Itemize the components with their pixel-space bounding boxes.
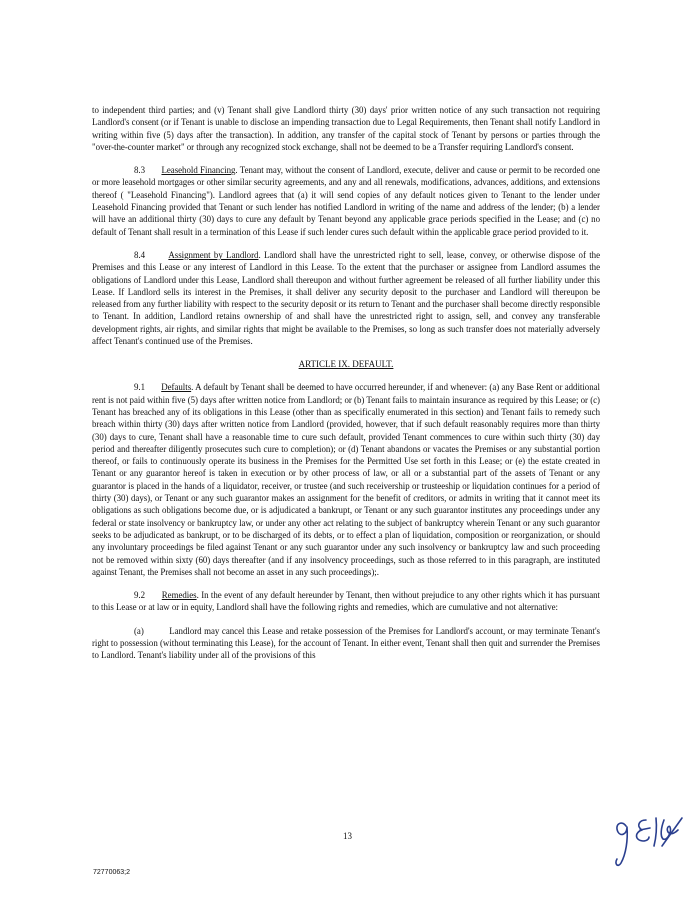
section-9-2 [92, 589, 600, 614]
section-title: Remedies [161, 590, 197, 601]
section-number: 8.4 [134, 249, 146, 260]
section-title: Assignment by Landlord [168, 249, 259, 260]
section-number: 9.2 [134, 590, 146, 601]
page-number: 13 [343, 831, 352, 841]
article-heading-text: ARTICLE IX. DEFAULT. [298, 359, 394, 370]
section-9-1 [92, 381, 600, 578]
section-text: . Landlord shall have the unrestricted right to sell, lease, convey, or otherwise dispose of the Premises and this Lease or any interest of Landlord in this Lease. To the extent that the purchaser or assignee from Landlord assumes the obligations of Landlord under this Lease, Landlord shall thereupon and without further agreement be released of all further liability under this Lease. If Landlord sells its interest in the Premises, it shall deliver any security deposit to the purchaser and Landlord will thereupon be released from any further liability with respect to the security deposit or its return to Tenant and the purchaser shall become directly responsible to Tenant. In addition, Landlord retains ownership of and shall have the unrestricted right to assign, sell, and convey any transferable development rights, air rights, and similar rights that might be available to the Premises, so long as such transfer does not materially adversely affect Tenant's continued use of the Premises. [92, 249, 600, 347]
subsection-number: (a) [134, 625, 144, 636]
page-body [92, 104, 600, 662]
document-id: 72770063;2 [93, 869, 130, 876]
section-text: . A default by Tenant shall be deemed to have occurred hereunder, if and whenever: (a) any Base Rent or additional rent is not paid within five (5) days after written notice from Landlord; or (b) Tenant fails to maintain insurance as required by this Lease; or (c) Tenant has breached any of its obligations in this Lease (other than as specifically enumerated in this section) and Tenant fails to remedy such breach within thirty (30) days after written notice from Landlord (provided, however, that if such default reasonably requires more than thirty (30) days to cure, Tenant shall have a reasonable time to cure such default, provided Tenant commences to cure within such thirty (30) day period and thereafter diligently prosecutes such cure to completion); or (d) Tenant abandons or vacates the Premises or any substantial portion thereof, or fails to continuously operate its business in the Premises for the Permitted Use set forth in this Lease; or (e) the estate created in Tenant or any guarantor hereof is taken in execution or by other process of law, or all or a substantial part of the assets of Tenant or any guarantor is placed in the hands of a liquidator, receiver, or trustee (and such receivership or trusteeship or liquidation continues for a period of thirty (30) days), or Tenant or any such guarantor makes an assignment for the benefit of creditors, or admits in writing that it cannot meet its obligations as such obligations become due, or is adjudicated a bankrupt, or Tenant or any such guarantor institutes any proceedings under any federal or state insolvency or bankruptcy law, or under any other act relating to the subject of bankruptcy wherein Tenant or any such guarantor seeks to be adjudicated as bankrupt, or to be discharged of its debts, or to effect a plan of liquidation, composition or reorganization, or should any involuntary proceedings be filed against Tenant or any such guarantor under any such insolvency or bankruptcy law and such proceeding not be removed within sixty (60) days thereafter (and if any insolvency proceedings, such as those referred to in this paragraph, are instituted against Tenant, the Premises shall not become an asset in any such proceedings);. [92, 382, 600, 577]
section-8-3 [92, 164, 600, 238]
section-number: 9.1 [134, 382, 146, 393]
section-title: Defaults [161, 382, 192, 393]
section-title: Leasehold Financing [161, 165, 236, 176]
handwritten-initials-signature [612, 812, 690, 870]
subsection-text: Landlord may cancel this Lease and retake possession of the Premises for Landlord's account, or may terminate Tenant's right to possession (without terminating this Lease), for the account of Tenant. In either event, Tenant shall then quit and surrender the Premises to Landlord. Tenant's liability under all of the provisions of this [92, 625, 600, 661]
section-text: . Tenant may, without the consent of Landlord, execute, deliver and cause or permit to be recorded one or more leasehold mortgages or other similar security agreements, and any and all renewals, modifications, advances, additions, and extensions thereof ( "Leasehold Financing"). Landlord agrees that (a) it will send copies of any default notices given to Tenant to the lender under Leasehold Financing provided that Tenant or such lender has notified Landlord in writing of the name and address of the lender; (b) a lender will have an additional thirty (30) days to cure any default by Tenant beyond any applicable grace periods specified in the Lease; and (c) no default of Tenant shall result in a termination of this Lease if such lender cures such default within the applicable grace period provided to it. [92, 165, 600, 237]
subsection-a [92, 625, 600, 662]
section-text: . In the event of any default hereunder by Tenant, then without prejudice to any other rights which it has pursuant to this Lease or at law or in equity, Landlord shall have the following rights and remedies, which are cumulative and not alternative: [92, 590, 600, 613]
article-heading [92, 358, 600, 370]
section-number: 8.3 [134, 165, 146, 176]
section-8-4 [92, 249, 600, 347]
paragraph-transfer-continued: to independent third parties; and (v) Tenant shall give Landlord thirty (30) days' prior written notice of any such transaction not requiring Landlord's consent (or if Tenant is unable to disclose an impending transaction due to Legal Requirements, then Tenant shall notify Landlord in writing within five (5) days after the transaction). In addition, any transfer of the capital stock of Tenant by persons or parties through the "over-the-counter market" or through any recognized stock exchange, shall not be deemed to be a Transfer requiring Landlord's consent. [92, 105, 600, 152]
